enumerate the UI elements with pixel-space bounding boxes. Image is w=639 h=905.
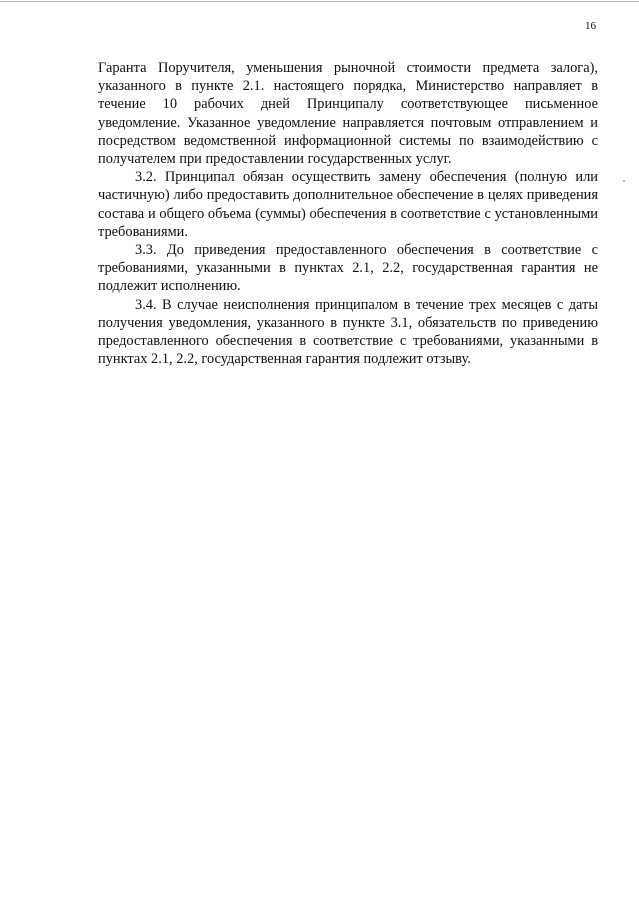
paragraph-3-4: 3.4. В случае неисполнения принципалом в течение трех месяцев с даты получения уведомления, указанного в пункте 3.1, обязательств по приведению предоставленного обеспечения в соответствие с требованиями, указанными в пунктах 2.1, 2.2, государственная гарантия подлежит отзыву. — [98, 296, 598, 368]
paragraph-continuation: Гаранта Поручителя, уменьшения рыночной стоимости предмета залога), указанного в пункте 2.1. настоящего порядка, Министерство направляет в течение 10 рабочих дней Принципалу соответствующее письменное уведомление. Указанное уведомление направляется почтовым отправлением и посредством ведомственной информационной системы по взаимодействию с получателем при предоставлении государственных услуг. — [98, 60, 598, 168]
page-number: 16 — [585, 20, 596, 32]
paragraph-3-2: 3.2. Принципал обязан осуществить замену обеспечения (полную или частичную) либо предоставить дополнительное обеспечение в целях приведения состава и общего объема (суммы) обеспечения в соответствие с установленными требованиями. — [98, 169, 598, 240]
scan-margin-mark — [623, 180, 625, 182]
paragraph-3-3: 3.3. До приведения предоставленного обеспечения в соответствие с требованиями, указанными в пунктах 2.1, 2.2, государственная гарантия не подлежит исполнению. — [98, 242, 598, 295]
top-edge-rule — [0, 1, 639, 2]
document-body — [98, 59, 598, 368]
